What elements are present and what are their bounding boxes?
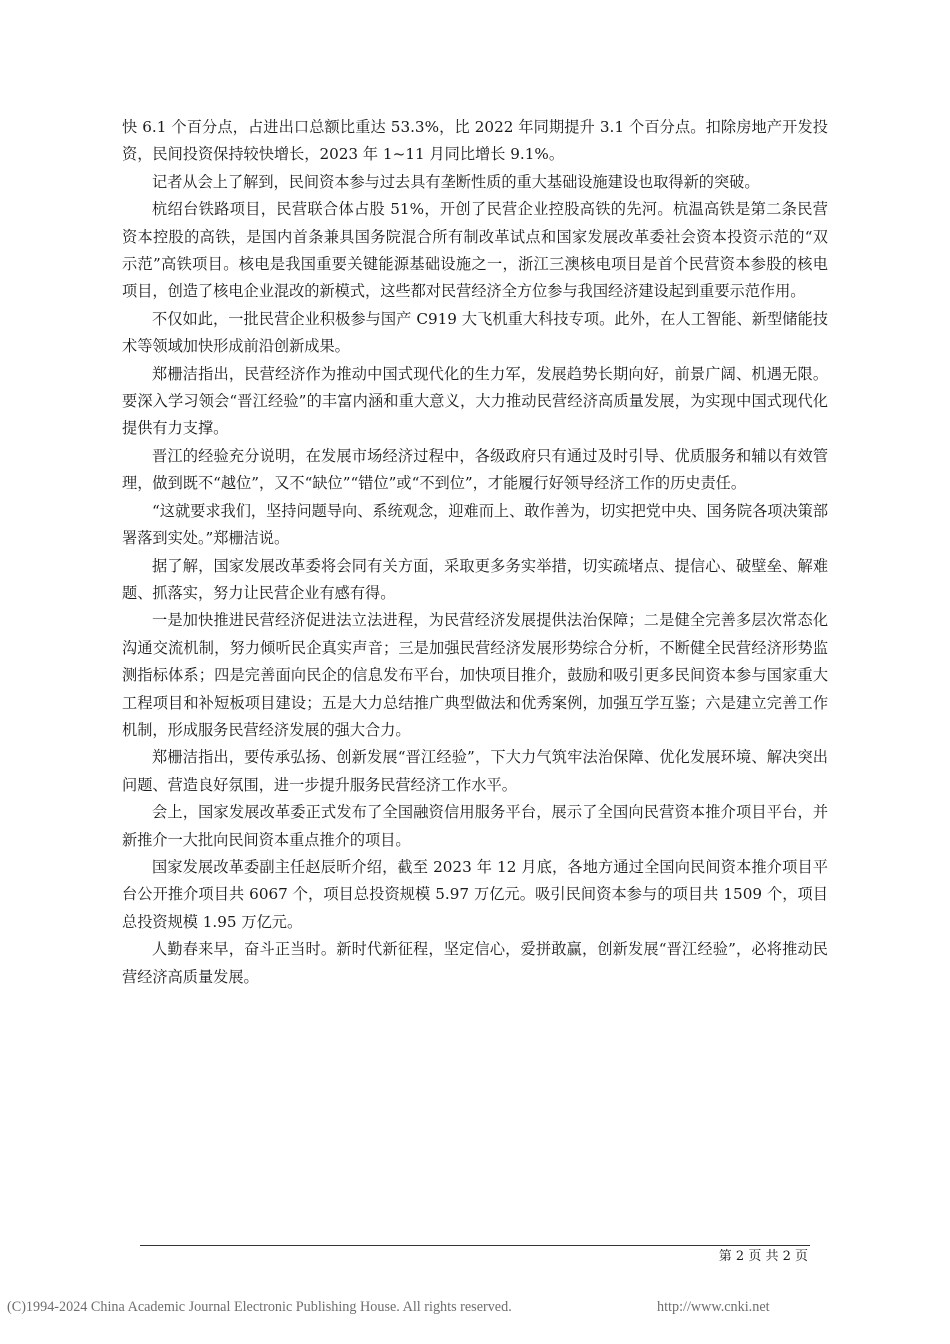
copyright-notice: (C)1994-2024 China Academic Journal Electronic Publishing House. All rights reserved.	[7, 1299, 512, 1315]
article-paragraph: “这就要求我们，坚持问题导向、系统观念，迎难而上、敢作善为，切实把党中央、国务院各项决策部署落到实处。”郑栅洁说。	[122, 501, 829, 548]
article-paragraph: 快 6.1 个百分点，占进出口总额比重达 53.3%，比 2022 年同期提升 3.1 个百分点。扣除房地产开发投资，民间投资保持较快增长，2023 年 1~11 月同比增长 9.1%。	[122, 118, 828, 164]
article-paragraph: 晋江的经验充分说明，在发展市场经济过程中，各级政府只有通过及时引导、优质服务和辅以有效管理，做到既不“越位”，又不“缺位”“错位”或“不到位”，才能履行好领导经济工作的历史责任。	[122, 446, 828, 493]
article-paragraph: 会上，国家发展改革委正式发布了全国融资信用服务平台，展示了全国向民营资本推介项目平台，并新推介一大批向民间资本重点推介的项目。	[122, 803, 828, 849]
article-paragraph: 人勤春来早，奋斗正当时。新时代新征程，坚定信心，爱拼敢赢，创新发展“晋江经验”，必将推动民营经济高质量发展。	[122, 940, 828, 986]
page-number: 第 2 页 共 2 页	[718, 1249, 808, 1264]
cnki-link[interactable]: http://www.cnki.net	[657, 1299, 770, 1315]
article-paragraph: 记者从会上了解到，民间资本参与过去具有垄断性质的重大基础设施建设也取得新的突破。	[152, 172, 760, 191]
copyright-line	[7, 1297, 943, 1317]
article-paragraph: 郑栅洁指出，民营经济作为推动中国式现代化的生力军，发展趋势长期向好，前景广阔、机遇无限。要深入学习领会“晋江经验”的丰富内涵和重大意义，大力推动民营经济高质量发展，为实现中国式现代化提供有力支撑。	[122, 364, 828, 438]
article-paragraph: 据了解，国家发展改革委将会同有关方面，采取更多务实举措，切实疏堵点、提信心、破壁垒、解难题、抓落实，努力让民营企业有感有得。	[122, 556, 828, 602]
article-body	[122, 114, 828, 991]
article-paragraph: 一是加快推进民营经济促进法立法进程，为民营经济发展提供法治保障；二是健全完善多层次常态化沟通交流机制，努力倾听民企真实声音；三是加强民营经济发展形势综合分析，不断健全民营经济形势监测指标体系；四是完善面向民企的信息发布平台，加快项目推介，鼓励和吸引更多民间资本参与国家重大工程项目和补短板项目建设；五是大力总结推广典型做法和优秀案例，加强互学互鉴；六是建立完善工作机制，形成服务民营经济发展的强大合力。	[122, 611, 828, 739]
article-paragraph: 杭绍台铁路项目，民营联合体占股 51%，开创了民营企业控股高铁的先河。杭温高铁是第二条民营资本控股的高铁，是国内首条兼具国务院混合所有制改革试点和国家发展改革委社会资本投资示范的“双示范”高铁项目。核电是我国重要关键能源基础设施之一，浙江三澳核电项目是首个民营资本参股的核电项目，创造了核电企业混改的新模式，这些都对民营经济全方位参与我国经济建设起到重要示范作用。	[122, 200, 828, 301]
article-paragraph: 国家发展改革委副主任赵辰昕介绍，截至 2023 年 12 月底，各地方通过全国向民间资本推介项目平台公开推介项目共 6067 个，项目总投资规模 5.97 万亿元。吸引民间资本参与的项目共 1509 个，项目总投资规模 1.95 万亿元。	[122, 857, 828, 931]
article-paragraph: 郑栅洁指出，要传承弘扬、创新发展“晋江经验”，下大力气筑牢法治保障、优化发展环境、解决突出问题、营造良好氛围，进一步提升服务民营经济工作水平。	[122, 748, 828, 794]
footer-divider	[140, 1245, 810, 1246]
article-paragraph: 不仅如此，一批民营企业积极参与国产 C919 大飞机重大科技专项。此外，在人工智能、新型储能技术等领域加快形成前沿创新成果。	[122, 309, 828, 356]
